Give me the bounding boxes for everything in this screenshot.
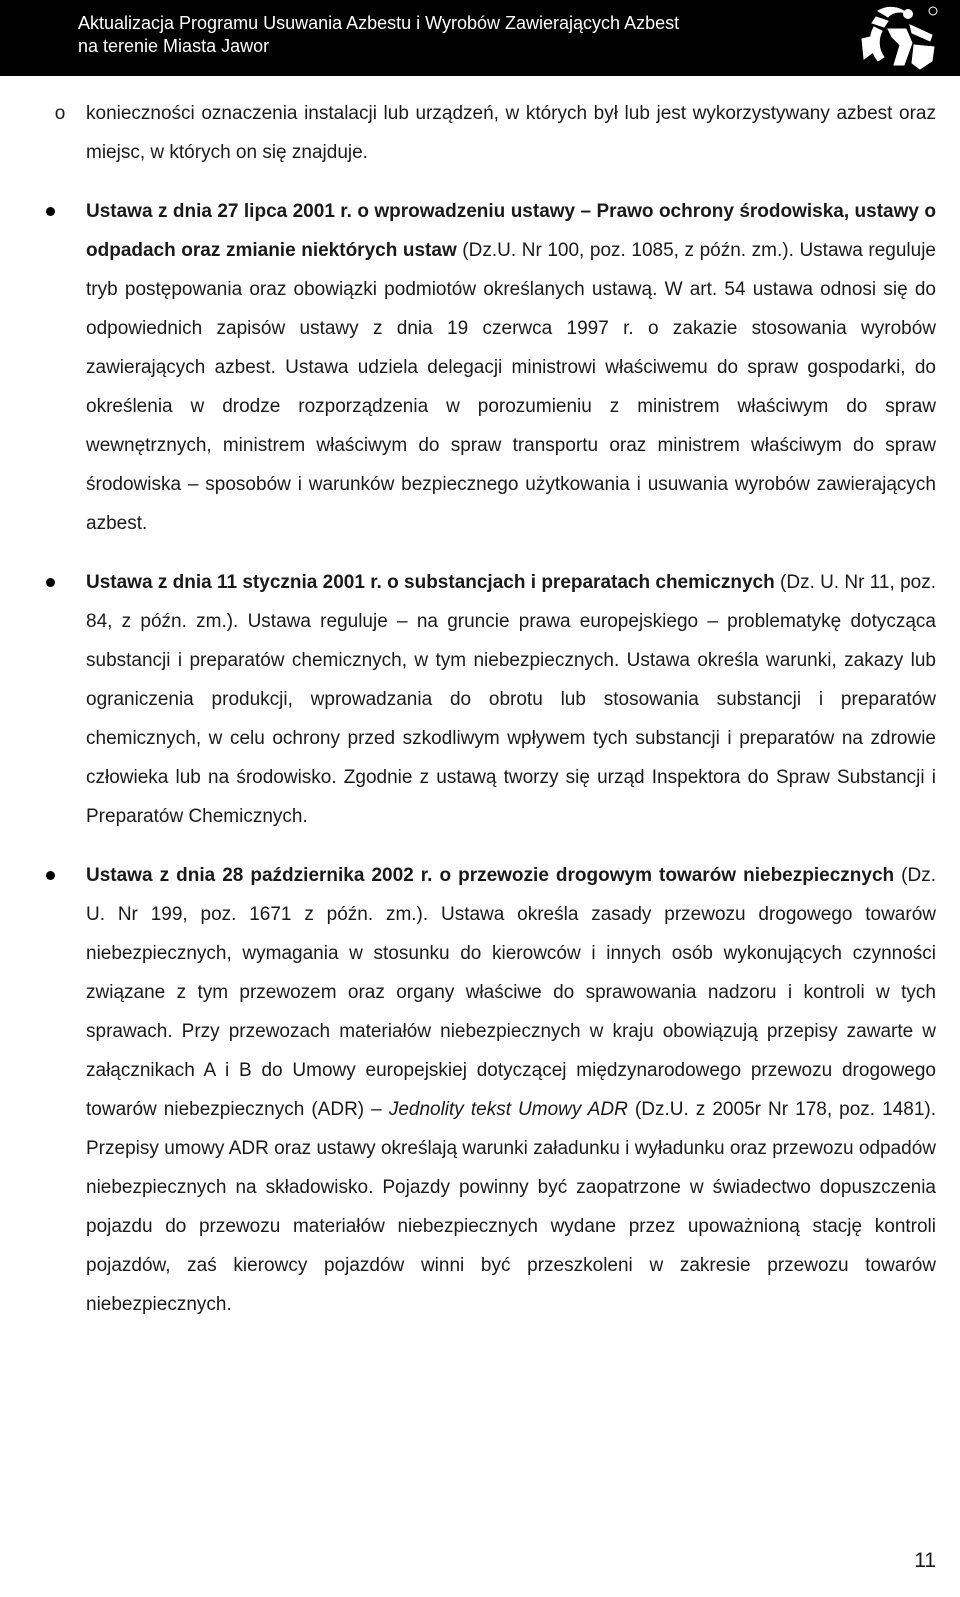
list-item xyxy=(86,563,936,836)
page-header xyxy=(0,0,960,76)
item-text: (Dz.U. Nr 100, poz. 1085, z późn. zm.). Ustawa reguluje tryb postępowania oraz obowiązki podmiotów określanych ustawą. W art. 54 ustawa odnosi się do odpowiednich zapisów ustawy z dnia 19 czerwca 1997 r. o zakazie stosowania wyrobów zawierających azbest. Ustawa udziela delegacji ministrowi właściwemu do spraw gospodarki, do określenia w drodze rozporządzenia w porozumieniu z ministrem właściwym do spraw wewnętrznych, ministrem właściwym do spraw transportu oraz ministrem właściwym do spraw środowiska – sposobów i warunków bezpiecznego użytkowania i usuwania wyrobów zawierających azbest. xyxy=(86,240,936,534)
item-title: Ustawa z dnia 27 lipca 2001 r. o wprowadzeniu ustawy – Prawo ochrony środowiska, ustawy o odpadach oraz zmianie niektórych ustaw xyxy=(86,201,936,261)
bullet-icon xyxy=(46,207,55,216)
item-text-italic: Jednolity tekst Umowy ADR xyxy=(388,1099,628,1120)
item-title: Ustawa z dnia 28 października 2002 r. o przewozie drogowym towarów niebezpiecznych xyxy=(86,865,895,886)
item-text: (Dz. U. Nr 199, poz. 1671 z późn. zm.). Ustawa określa zasady przewozu drogowego towarów niebezpiecznych, wymagania w stosunku do kierowców i innych osób wykonujących czynności związane z tym przewozem oraz organy właściwe do sprawowania nadzoru i kontroli w tych sprawach. Przy przewozach materiałów niebezpiecznych w kraju obowiązują przepisy zawarte w załącznikach A i B do Umowy europejskiej dotyczącej międzynarodowego przewozu drogowego towarów niebezpiecznych (ADR) – xyxy=(86,865,936,1120)
bullet-icon xyxy=(46,871,55,880)
list-marker-o: o xyxy=(54,103,66,124)
header-title-line1: Aktualizacja Programu Usuwania Azbestu i Wyrobów Zawierających Azbest xyxy=(78,13,680,33)
sub-list-item xyxy=(54,94,936,172)
item-title: Ustawa z dnia 11 stycznia 2001 r. o substancjach i preparatach chemicznych xyxy=(86,572,775,593)
bullet-icon xyxy=(46,578,55,587)
item-text-continued: (Dz.U. z 2005r Nr 178, poz. 1481). Przepisy umowy ADR oraz ustawy określają warunki załadunku i wyładunku oraz przewozu odpadów niebezpiecznych na składowisko. Pojazdy powinny być zaopatrzone w świadectwo dopuszczenia pojazdu do przewozu materiałów niebezpiecznych wydane przez upoważnioną stację kontroli pojazdów, zaś kierowcy pojazdów winni być przeszkoleni w zakresie przewozu towarów niebezpiecznych. xyxy=(86,1099,937,1315)
header-title xyxy=(78,12,798,58)
header-title-line2: na terenie Miasta Jawor xyxy=(78,36,270,56)
list-item xyxy=(86,192,936,543)
city-coat-of-arms-icon xyxy=(848,3,940,73)
list-item xyxy=(86,856,936,1324)
item-text: (Dz. U. Nr 11, poz. 84, z późn. zm.). Ustawa reguluje – na gruncie prawa europejskiego – problematykę dotycząca substancji i preparatów chemicznych, w tym niebezpiecznych. Ustawa określa warunki, zakazy lub ograniczenia produkcji, wprowadzania do obrotu lub stosowania substancji i preparatów chemicznych, w celu ochrony przed szkodliwym wpływem tych substancji i preparatów na zdrowie człowieka lub na środowisko. Zgodnie z ustawą tworzy się urząd Inspektora do Spraw Substancji i Preparatów Chemicznych. xyxy=(86,572,936,827)
item-text: konieczności oznaczenia instalacji lub urządzeń, w których był lub jest wykorzystywany azbest oraz miejsc, w których on się znajduje. xyxy=(86,103,936,163)
page-number: 11 xyxy=(914,1549,936,1572)
document-body xyxy=(54,94,937,1324)
